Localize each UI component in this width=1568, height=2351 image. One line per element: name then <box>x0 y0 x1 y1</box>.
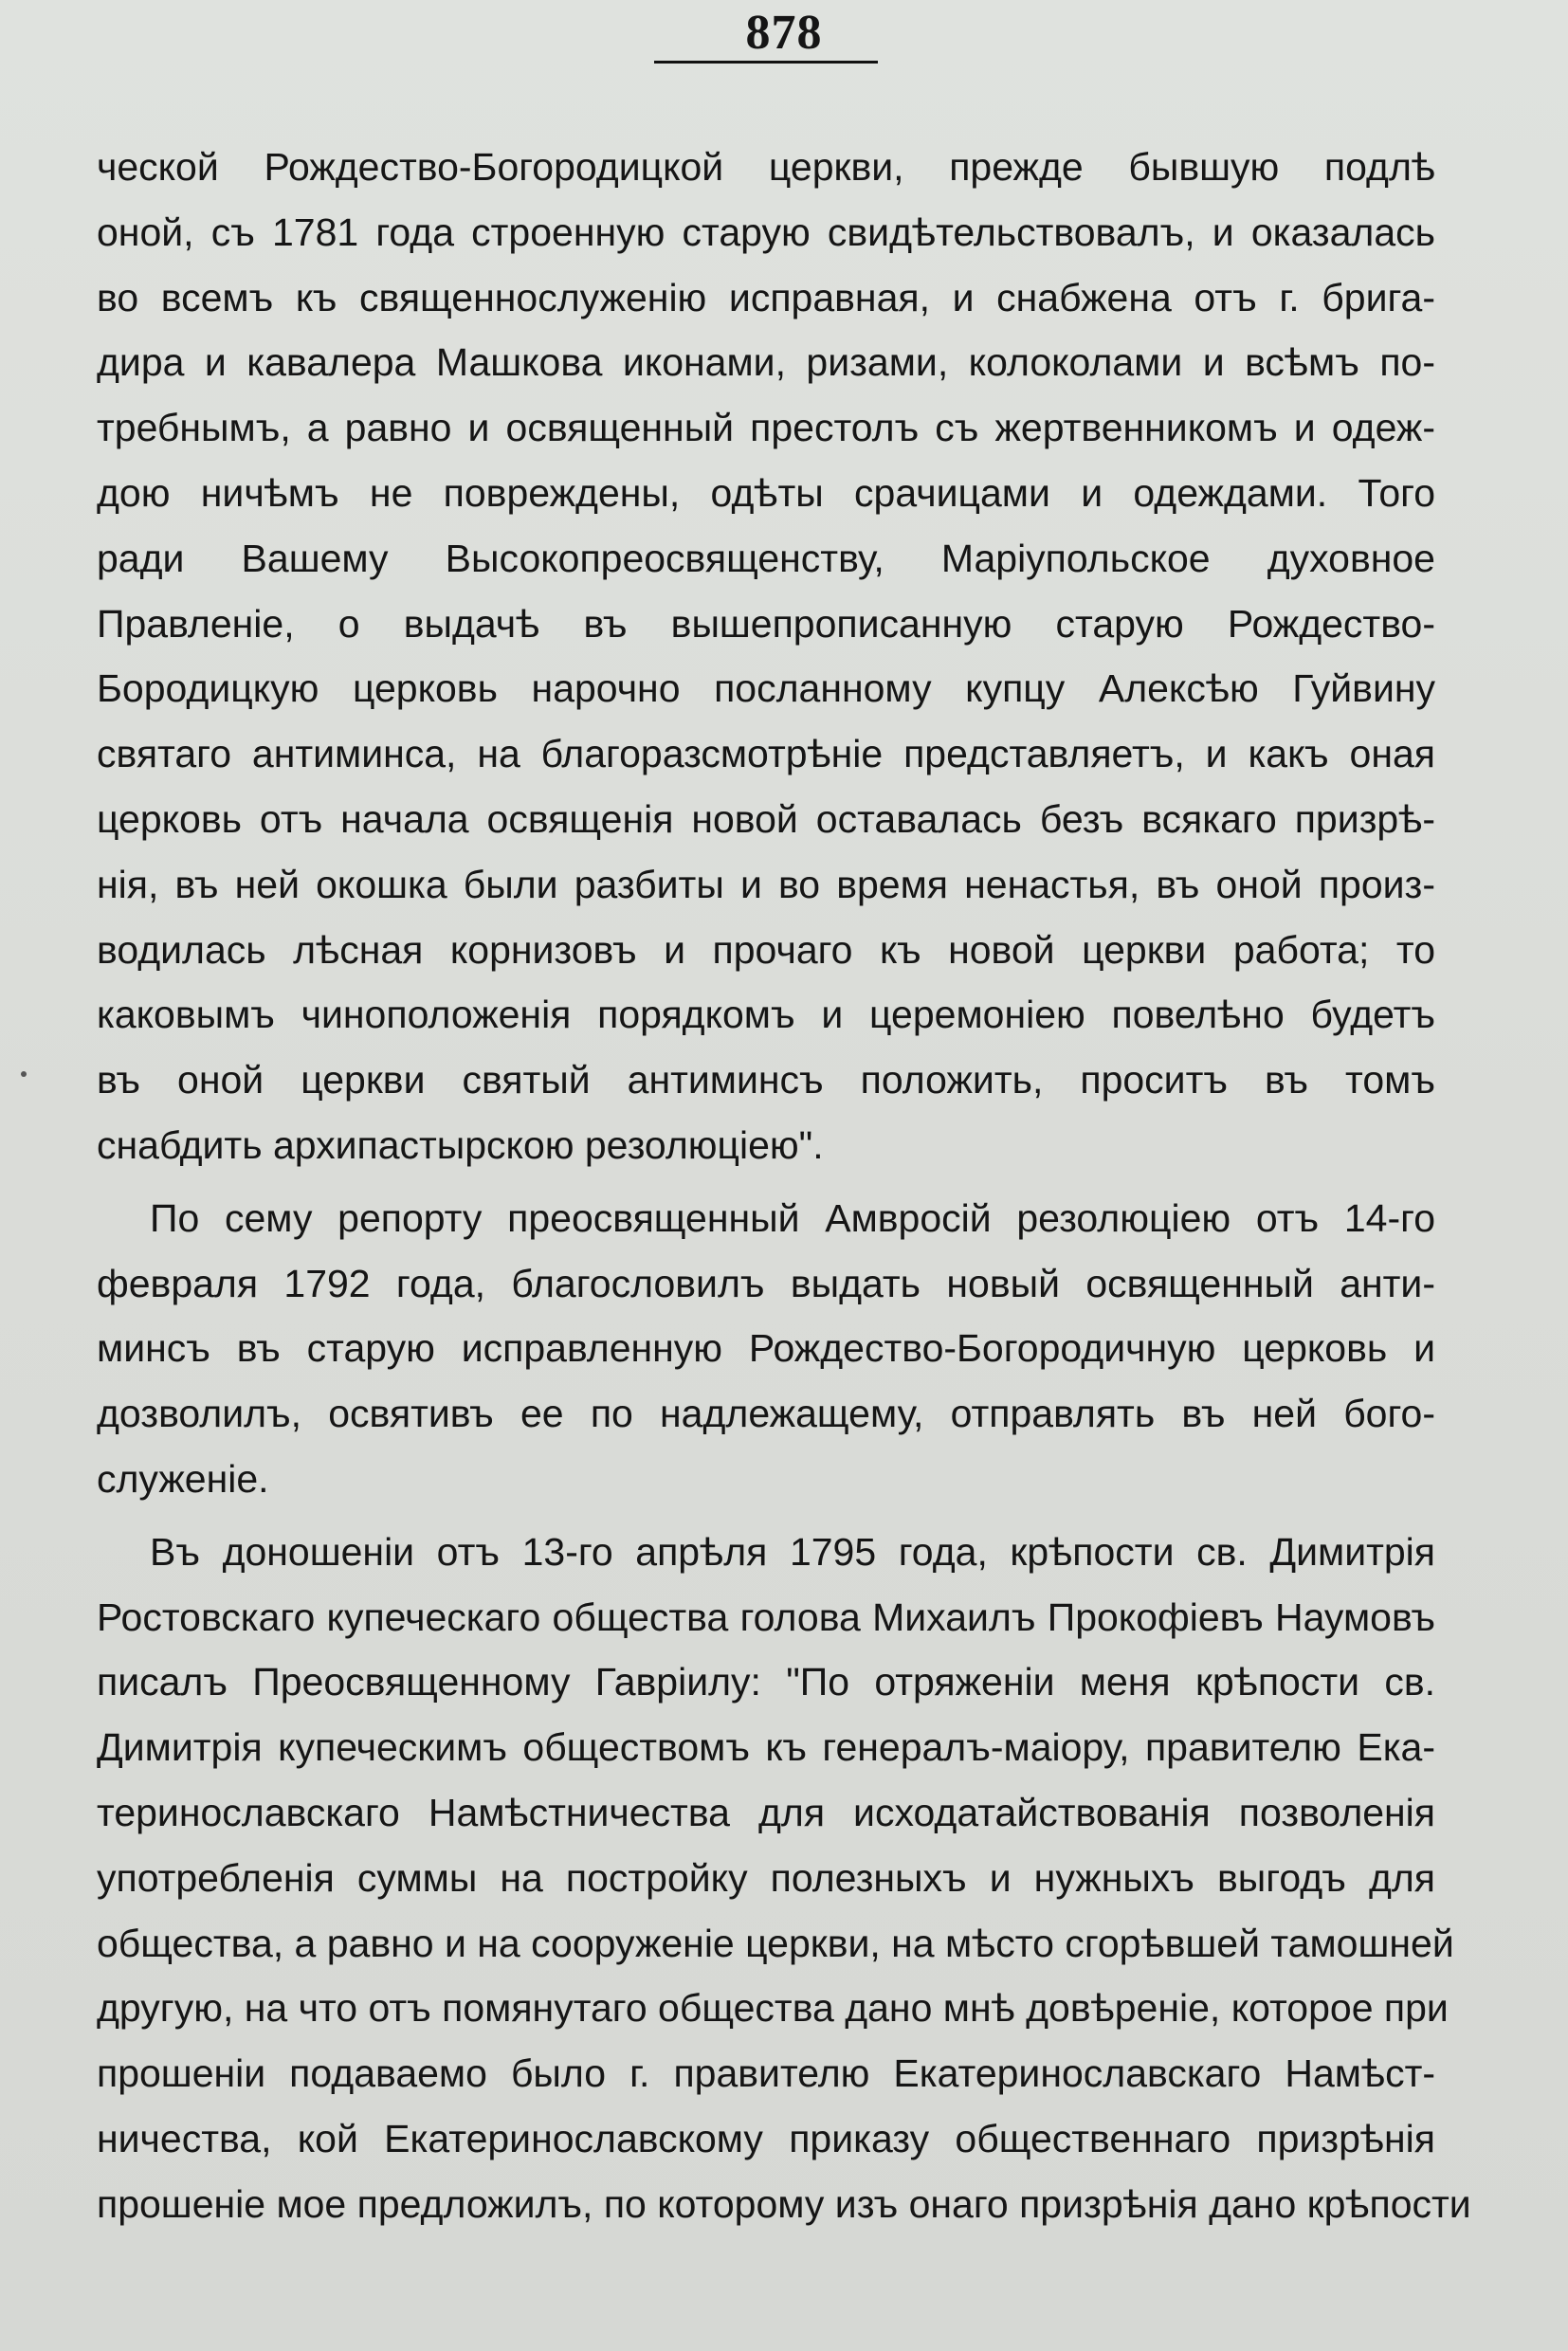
page-number: 878 <box>745 6 823 60</box>
margin-speck <box>21 1071 27 1077</box>
text-line: каковымъ чиноположенія порядкомъ и церемоніею повелѣно будетъ <box>97 993 1435 1037</box>
text-line: во всемъ къ священнослуженію исправная, и снабжена отъ г. брига- <box>97 275 1435 319</box>
text-line: ческой Рождество-Богородицкой церкви, прежде бывшую подлѣ <box>97 145 1435 189</box>
text-line: Въ доношеніи отъ 13-го апрѣля 1795 года, крѣпости св. Димитрія <box>150 1529 1435 1574</box>
text-line: другую, на что отъ помянутаго общества дано мнѣ довѣреніе, которое при <box>97 1986 1449 2031</box>
text-line: ради Вашему Высокопреосвященству, Маріупольское духовное <box>97 536 1435 580</box>
text-line: февраля 1792 года, благословилъ выдать новый освященный анти- <box>97 1261 1435 1305</box>
text-line: Ростовскаго купеческаго общества голова Михаилъ Прокофіевъ Наумовъ <box>97 1595 1435 1639</box>
text-line: прошеніе мое предложилъ, по которому изъ онаго призрѣнія дано крѣпости <box>97 2181 1471 2226</box>
text-line: дира и кавалера Машкова иконами, ризами, колоколами и всѣмъ по- <box>97 340 1435 385</box>
text-line: дою ничѣмъ не повреждены, одѣты срачицами и одеждами. Того <box>97 470 1435 515</box>
text-line: требнымъ, а равно и освященный престолъ съ жертвенникомъ и одеж- <box>97 406 1435 450</box>
header-rule <box>654 61 878 64</box>
text-line: снабдить архипастырскою резолюціею". <box>97 1122 824 1167</box>
paragraph-3 <box>97 1520 1471 2237</box>
paragraph-gap <box>97 1178 1435 1186</box>
text-line: Бородицкую церковь нарочно посланному купцу Алексѣю Гуйвину <box>97 666 1435 711</box>
text-line: дозволилъ, освятивъ ее по надлежащему, отправлять въ ней бого- <box>97 1392 1435 1436</box>
text-line: минсъ въ старую исправленную Рождество-Богородичную церковь и <box>97 1326 1435 1371</box>
text-line: служеніе. <box>97 1456 269 1501</box>
text-line: нія, въ ней окошка были разбиты и во время ненастья, въ оной произ- <box>97 862 1435 906</box>
text-line: общества, а равно и на сооруженіе церкви, на мѣсто сгорѣвшей тамошней <box>97 1921 1454 1965</box>
text-line: Правленіе, о выдачѣ въ вышепрописанную старую Рождество- <box>97 601 1435 646</box>
text-line: святаго антиминса, на благоразсмотрѣніе представляетъ, и какъ оная <box>97 732 1435 776</box>
text-line: Димитрія купеческимъ обществомъ къ генералъ-маіору, правителю Ека- <box>97 1725 1435 1770</box>
text-line: употребленія суммы на постройку полезныхъ и нужныхъ выгодъ для <box>97 1855 1435 1900</box>
text-line: писалъ Преосвященному Гавріилу: "По отряженіи меня крѣпости св. <box>97 1660 1435 1704</box>
paragraph-1 <box>97 135 1435 1178</box>
text-line: водилась лѣсная корнизовъ и прочаго къ новой церкви работа; то <box>97 927 1435 972</box>
body-text <box>97 135 1471 2237</box>
text-line: оной, съ 1781 года строенную старую свидѣтельствовалъ, и оказалась <box>97 210 1435 254</box>
text-line: въ оной церкви святый антиминсъ положить, проситъ въ томъ <box>97 1058 1435 1103</box>
paragraph-2 <box>97 1186 1435 1512</box>
text-line: прошеніи подаваемо было г. правителю Екатеринославскаго Намѣст- <box>97 2051 1435 2096</box>
text-line: теринославскаго Намѣстничества для исходатайствованія позволенія <box>97 1790 1435 1834</box>
text-line: ничества, кой Екатеринославскому приказу общественнаго призрѣнія <box>97 2116 1435 2160</box>
paragraph-gap <box>97 1512 1435 1520</box>
text-line: церковь отъ начала освященія новой оставалась безъ всякаго призрѣ- <box>97 796 1435 841</box>
text-line: По сему репорту преосвященный Амвросій резолюціею отъ 14-го <box>150 1195 1435 1240</box>
